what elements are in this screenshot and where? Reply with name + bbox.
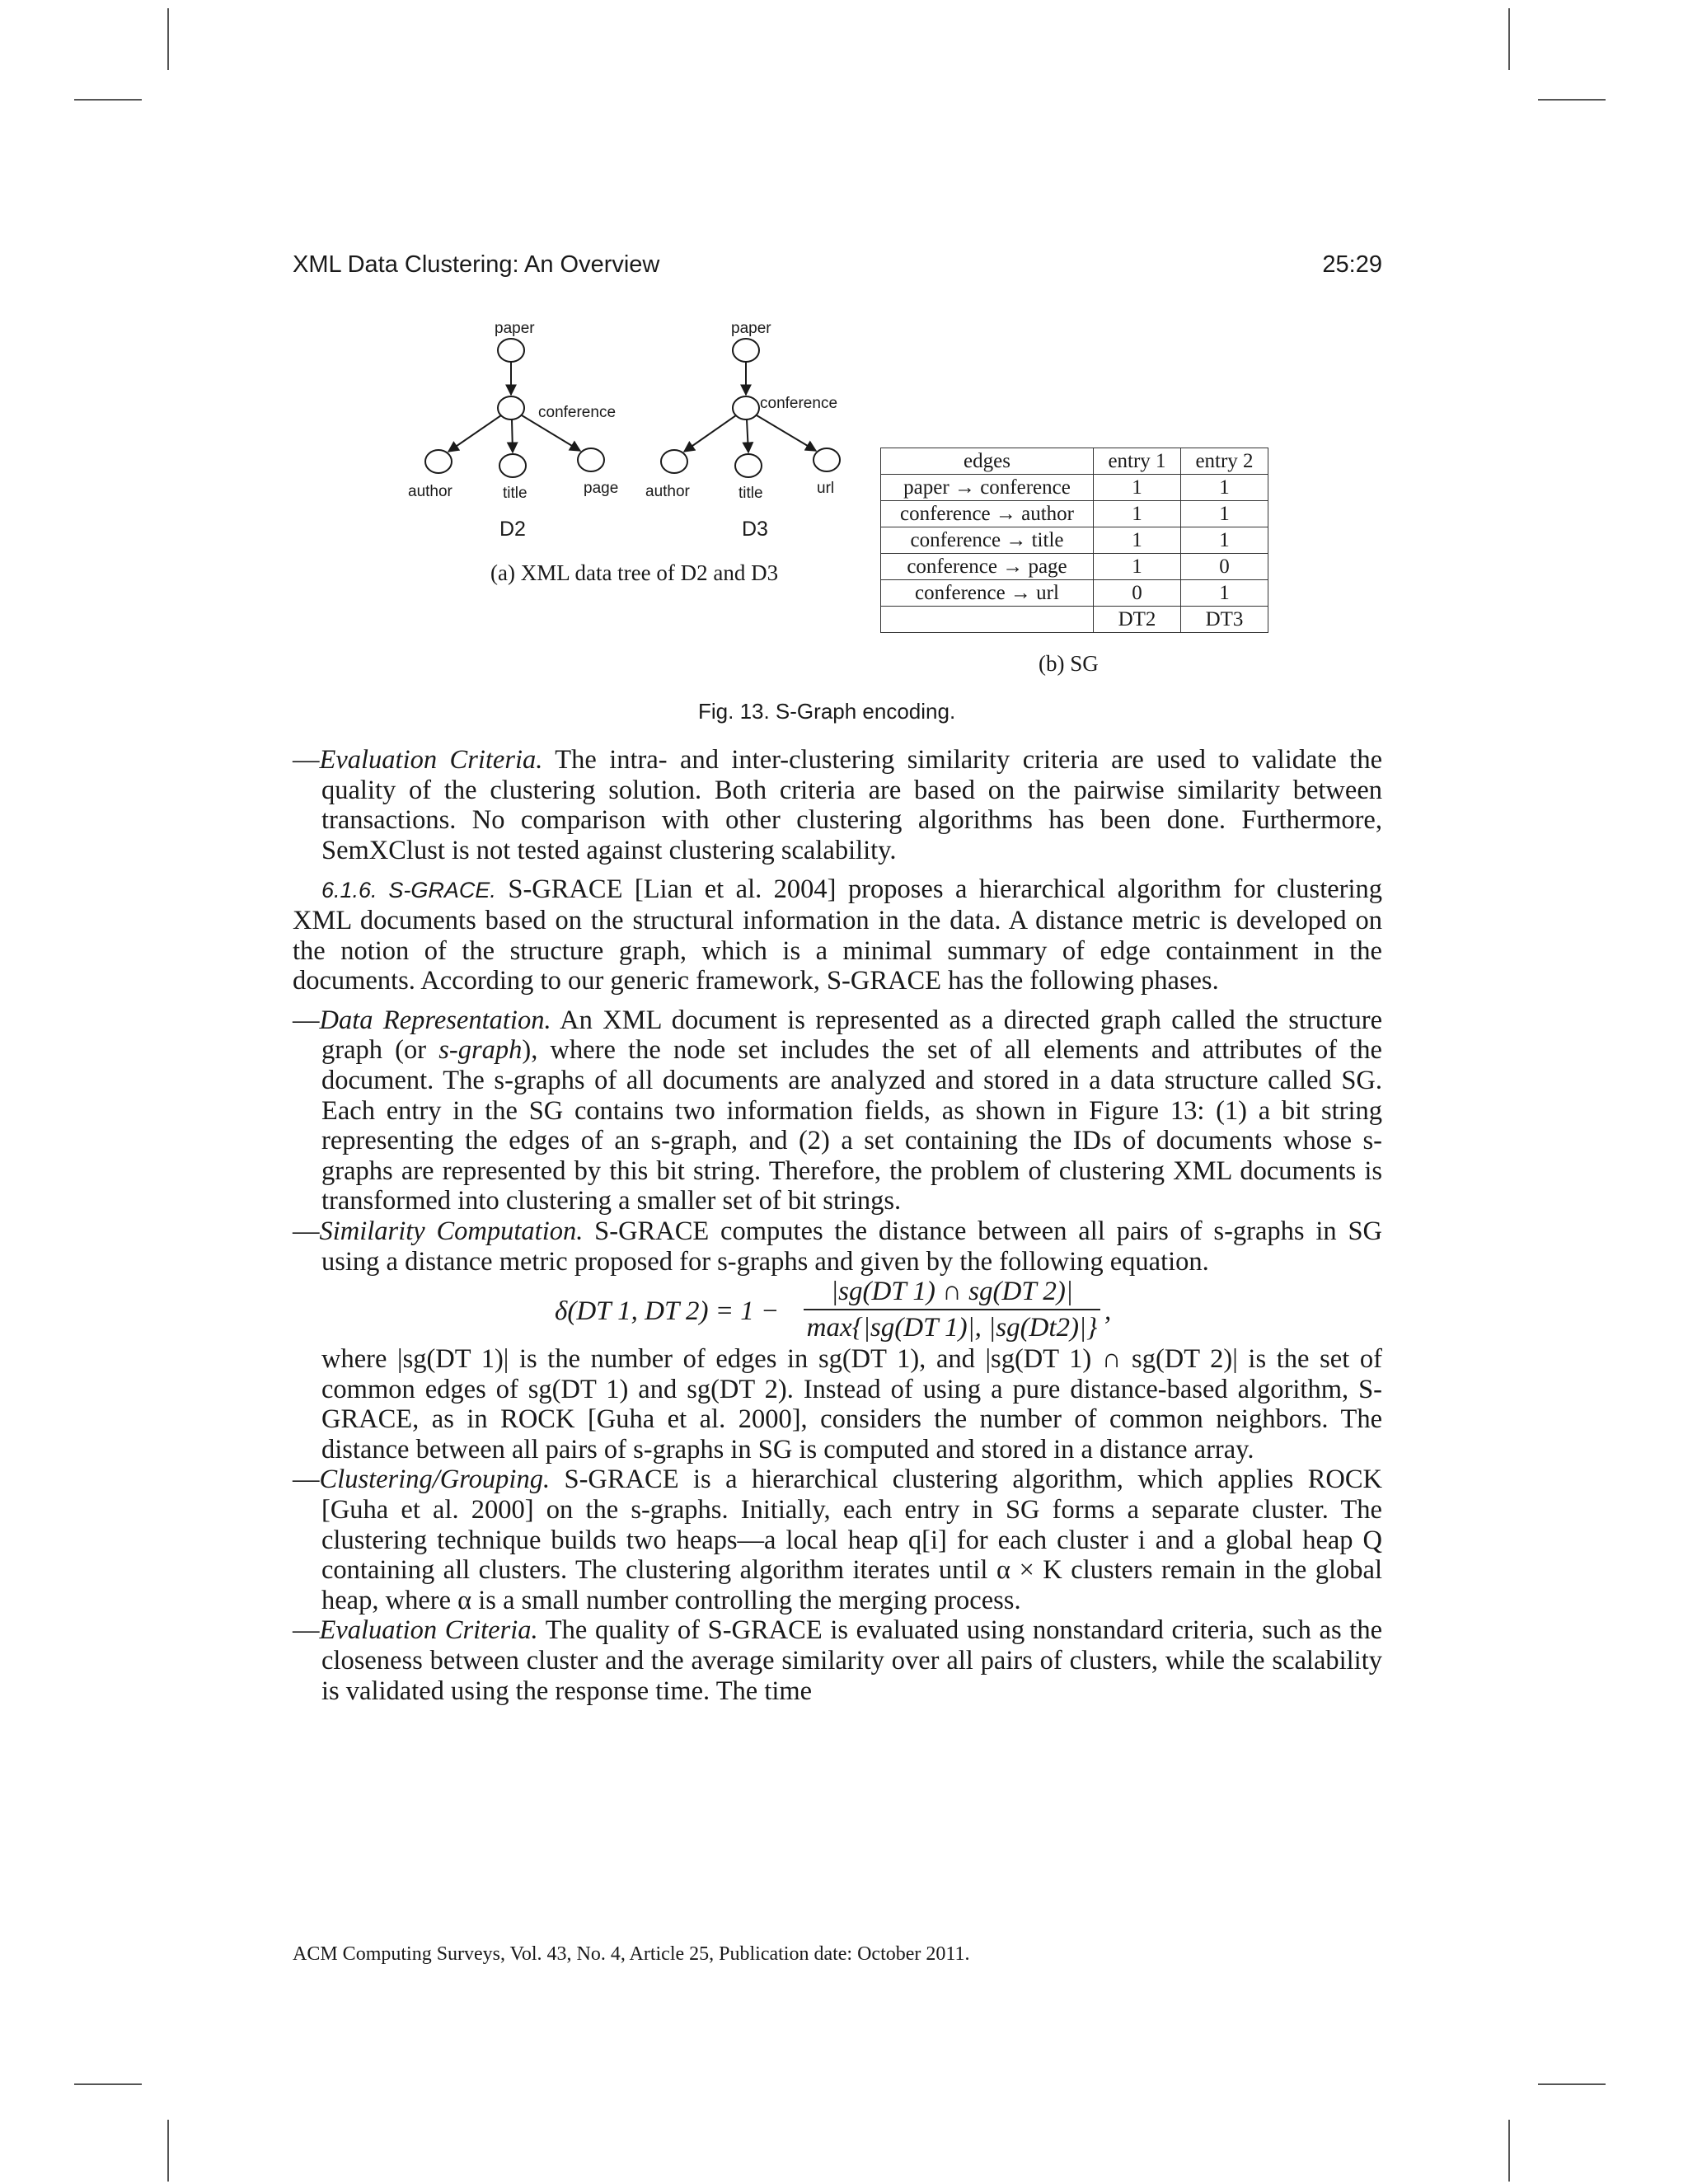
item-text: An XML document is represented as a directed graph called the structure graph (or [321,1005,1382,1066]
table-cell: conference → title [881,527,1094,554]
fraction-bar [804,1309,1100,1310]
node-url [814,448,840,471]
label-title: title [503,485,528,502]
table-cell: 0 [1181,554,1268,580]
table-cell: paper → conference [881,475,1094,501]
list-item-data-representation: —Data Representation. An XML document is represented as a directed graph called the structure graph (or s-graph), where the node set includes the set of all elements and attributes of the document. The s-graphs of all documents are analyzed and stored in a data structure called SG. Each entry in the SG contains two information fields, as shown in Figure 13: (1) a bit string representing the edges of an s-graph, and (2) a set containing the IDs of documents whose s-graphs are represented by this bit string. Therefore, the problem of clustering XML documents is transformed into clustering a smaller set of bit strings. [293,1005,1382,1216]
table-row [881,527,1268,554]
table-header: edges [881,448,1094,475]
xml-tree-figure [396,313,874,560]
list-item-clustering: —Clustering/Grouping. S-GRACE is a hierarchical clustering algorithm, which applies ROCK [Guha et al. 2000] on the s-graphs. Initially, each entry in SG forms a separate cluster. The clustering technique builds two heaps—a local heap q[i] for each cluster i and a global heap Q containing all clusters. The clustering algorithm iterates until α × K clusters remain in the global heap, where α is a small number controlling the merging process. [293,1465,1382,1615]
table-cell: 1 [1094,554,1181,580]
body-text [293,745,1382,1706]
item-text: S-GRACE computes the distance between all pairs of s-graphs in SG using a distance metric proposed for s-graphs and given by the following equation. [321,1216,1382,1277]
running-header [293,251,1382,288]
list-item-evaluation-2: —Evaluation Criteria. The quality of S-GRACE is evaluated using nonstandard criteria, such as the closeness between cluster and the average similarity over all pairs of clusters, while the scalability is validated using the response time. The time [293,1615,1382,1706]
node-paper [498,339,524,362]
table-header-row [881,448,1268,475]
node-title [499,454,526,477]
node-conference [733,396,759,419]
label-doc-d3: D3 [742,518,768,541]
table-cell: 1 [1181,580,1268,607]
label-paper: paper [731,320,771,337]
header-title: XML Data Clustering: An Overview [293,251,660,278]
label-title: title [738,485,763,502]
label-page: page [584,480,619,497]
table-row [881,475,1268,501]
label-conference: conference [760,395,838,412]
table-cell: 1 [1094,501,1181,527]
equation-lhs: δ(DT 1, DT 2) = 1 − [555,1296,780,1327]
label-url: url [817,480,835,497]
node-title [735,454,762,477]
header-page-number: 25:29 [1322,251,1382,278]
crop-mark [1508,8,1510,70]
table-row [881,554,1268,580]
crop-mark [1508,2120,1510,2182]
page-footer: ACM Computing Surveys, Vol. 43, No. 4, Article 25, Publication date: October 2011. [293,1943,970,1965]
node-conference [498,396,524,419]
item-text: ), where the node set includes the set of all elements and attributes of the document. The s-graphs of all documents are analyzed and stored in a data structure called SG. Each entry in the SG contains two information fields, as shown in Figure 13: (1) a bit string representing the edges of an s-graph, and (2) a set containing the IDs of documents whose s-graphs are represented by this bit string. Therefore, the problem of clustering XML documents is transformed into clustering a smaller set of bit strings. [321,1035,1382,1216]
equation-comma: , [1104,1296,1112,1327]
equation-numerator: |sg(DT 1) ∩ sg(DT 2)| [831,1277,1073,1307]
item-label: Evaluation Criteria. [319,1615,538,1646]
section-s-grace [293,874,1382,996]
table-cell [881,607,1094,633]
subcaption-a: (a) XML data tree of D2 and D3 [490,560,779,585]
crop-mark [167,2120,169,2182]
item-label: Data Representation. [319,1005,551,1035]
item-text: The quality of S-GRACE is evaluated using nonstandard criteria, such as the closeness between cluster and the average similarity over all pairs of clusters, while the scalability is validated using the response time. The time [321,1615,1382,1706]
label-author: author [645,483,690,500]
section-heading: 6.1.6. S-GRACE. [321,878,496,903]
table-cell: 0 [1094,580,1181,607]
table-cell: conference → url [881,580,1094,607]
table-row [881,607,1268,633]
item-label: Clustering/Grouping. [319,1465,551,1495]
table-cell: 1 [1181,475,1268,501]
crop-mark [1538,99,1606,101]
label-doc-d2: D2 [499,518,526,541]
list-item-evaluation: —Evaluation Criteria. The intra- and inter-clustering similarity criteria are used to validate the quality of the clustering solution. Both criteria are based on the pairwise similarity between transactions. No comparison with other clustering algorithms has been done. Furthermore, SemXClust is not tested against clustering scalability. [293,745,1382,865]
node-author [661,450,687,473]
item-text: The intra- and inter-clustering similarity criteria are used to validate the quality of the clustering solution. Both criteria are based on the pairwise similarity between transactions. No comparison with other clustering algorithms has been done. Furthermore, SemXClust is not tested against clustering scalability. [321,745,1382,865]
crop-mark [74,99,142,101]
sg-table [880,448,1268,633]
term-s-graph: s-graph [438,1035,523,1066]
node-page [578,448,604,471]
table-cell: DT3 [1181,607,1268,633]
table-cell: 1 [1094,527,1181,554]
equation-fraction [804,1277,1100,1343]
equation-denominator: max{|sg(DT 1)|, |sg(Dt2)|} [806,1313,1098,1343]
crop-mark [74,2083,142,2085]
paragraph-where: where |sg(DT 1)| is the number of edges in sg(DT 1), and |sg(DT 1) ∩ sg(DT 2)| is the set of common edges of sg(DT 1) and sg(DT 2). Instead of using a pure distance-based algorithm, S-GRACE, as in ROCK [Guha et al. 2000], considers the number of common neighbors. The distance between all pairs of s-graphs in SG is computed and stored in a distance array. [321,1344,1382,1465]
label-conference: conference [538,404,617,421]
table-header: entry 1 [1094,448,1181,475]
table-cell: conference → author [881,501,1094,527]
label-paper: paper [495,320,535,337]
distance-equation [293,1277,1382,1344]
table-cell: 1 [1181,501,1268,527]
paragraph-text: S-GRACE [Lian et al. 2004] proposes a hierarchical algorithm for clustering XML documents based on the structural information in the data. A distance metric is developed on the notion of the structure graph, which is a minimal summary of edge containment in the documents. According to our generic framework, S-GRACE has the following phases. [293,874,1383,996]
item-text: S-GRACE is a hierarchical clustering algorithm, which applies ROCK [Guha et al. 2000] on the s-graphs. Initially, each entry in SG forms a separate cluster. The clustering technique builds two heaps—a local heap q[i] for each cluster i and a global heap Q containing all clusters. The clustering algorithm iterates until α × K clusters remain in the global heap, where α is a small number controlling the merging process. [321,1465,1382,1615]
table-cell: 1 [1181,527,1268,554]
node-paper [733,339,759,362]
figure-caption: Fig. 13. S-Graph encoding. [698,699,956,724]
table-row [881,501,1268,527]
table-row [881,580,1268,607]
table-cell: 1 [1094,475,1181,501]
label-author: author [408,483,452,500]
table-cell: conference → page [881,554,1094,580]
list-item-similarity: —Similarity Computation. S-GRACE computes the distance between all pairs of s-graphs in SG using a distance metric proposed for s-graphs and given by the following equation. [293,1216,1382,1277]
subcaption-b: (b) SG [1039,651,1099,676]
item-label: Evaluation Criteria. [319,745,543,775]
table-cell: DT2 [1094,607,1181,633]
crop-mark [167,8,169,70]
crop-mark [1538,2083,1606,2085]
table-header: entry 2 [1181,448,1268,475]
item-label: Similarity Computation. [319,1216,584,1246]
node-author [425,450,452,473]
